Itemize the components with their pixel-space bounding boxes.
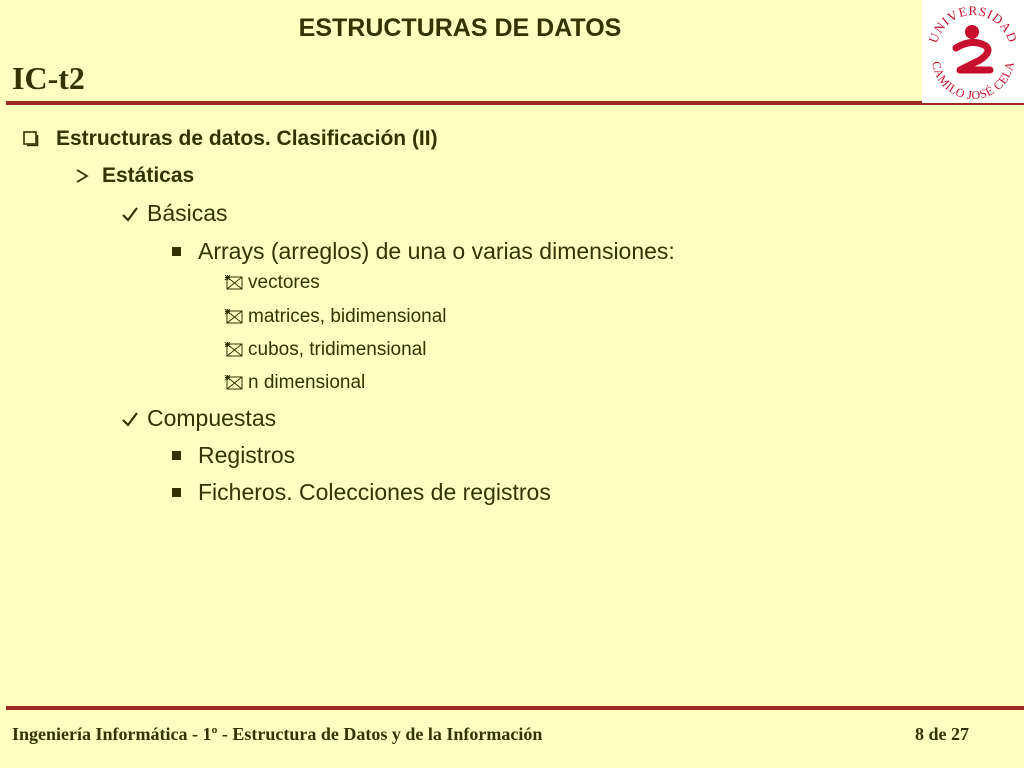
star-box-bullet-icon <box>223 309 245 325</box>
star-box-bullet-icon <box>223 375 245 391</box>
square-bullet-icon <box>170 488 182 497</box>
compound-label: Compuestas <box>147 405 277 431</box>
page-number: 8 de 27 <box>915 724 969 744</box>
array-type-label: n dimensional <box>248 372 366 393</box>
array-type-item <box>223 339 426 361</box>
hollow-square-bullet-icon <box>20 131 42 147</box>
array-type-label: cubos, tridimensional <box>248 339 427 360</box>
outline-heading <box>20 127 438 151</box>
arrow-bullet-icon <box>72 168 92 184</box>
star-box-bullet-icon <box>223 275 245 291</box>
array-type-item <box>223 372 365 394</box>
star-box-bullet-icon <box>223 342 245 358</box>
square-bullet-icon <box>170 247 182 256</box>
array-type-item <box>223 306 447 328</box>
svg-text:CAMILO JOSÉ CELA: CAMILO JOSÉ CELA <box>929 59 1017 103</box>
array-type-label: vectores <box>248 272 320 293</box>
array-type-label: matrices, bidimensional <box>248 306 447 327</box>
svg-text:UNIVERSIDAD: UNIVERSIDAD <box>925 2 1021 45</box>
basic-label: Básicas <box>147 200 228 226</box>
compound-item <box>170 479 551 506</box>
checkmark-icon <box>120 206 140 222</box>
array-type-item <box>223 272 320 294</box>
outline-static <box>72 164 194 188</box>
footer-divider <box>6 706 1024 710</box>
compound-item <box>170 442 295 469</box>
square-bullet-icon <box>170 451 182 460</box>
heading-text: Estructuras de datos. Clasificación (II) <box>56 127 438 150</box>
static-label: Estáticas <box>102 164 195 187</box>
university-logo <box>922 0 1024 103</box>
slide-title: ESTRUCTURAS DE DATOS <box>298 14 622 42</box>
university-seal-icon <box>922 0 1024 103</box>
compound-item-label: Ficheros. Colecciones de registros <box>198 479 551 505</box>
checkmark-icon <box>120 411 140 427</box>
header-divider <box>6 101 1024 105</box>
footer-course-text: Ingeniería Informática - 1º - Estructura de Datos y de la Información <box>12 724 543 744</box>
arrays-label: Arrays (arreglos) de una o varias dimensiones: <box>198 238 675 264</box>
outline-compound <box>120 405 276 432</box>
compound-item-label: Registros <box>198 442 296 468</box>
outline-arrays <box>170 238 675 265</box>
outline-basic <box>120 200 228 227</box>
course-code: IC-t2 <box>12 60 85 96</box>
